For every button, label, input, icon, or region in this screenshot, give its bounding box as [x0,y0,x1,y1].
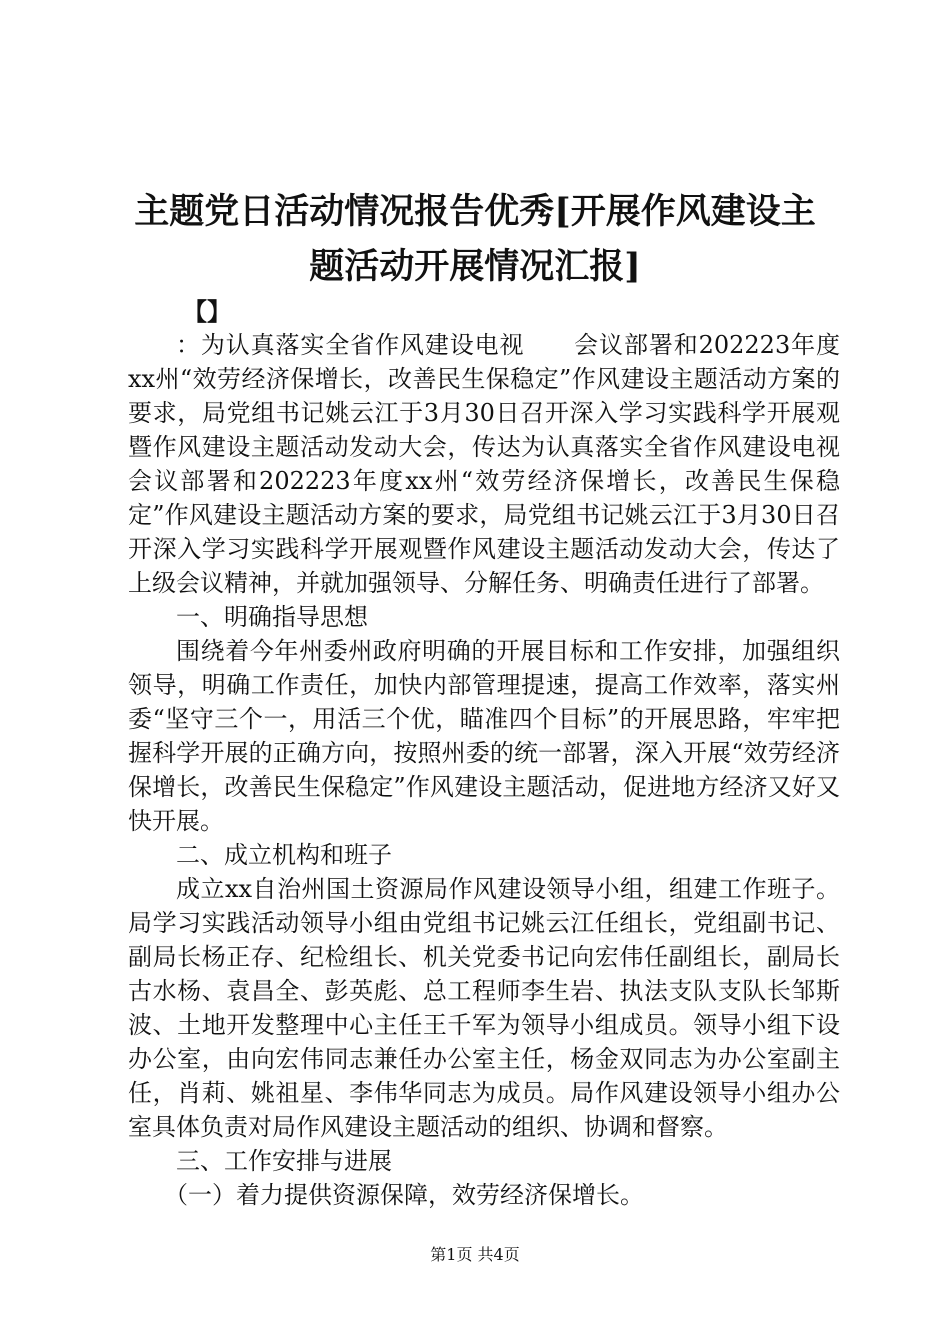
section-paragraph-2: 成立xx自治州国土资源局作风建设领导小组，组建工作班子。局学习实践活动领导小组由党组书记姚云江任组长，党组副书记、副局长杨正存、纪检组长、机关党委书记向宏伟任副组长，副局长古水杨、袁昌全、彭英彪、总工程师李生岩、执法支队支队长邹斯波、土地开发整理中心主任王千军为领导小组成员。领导小组下设办公室，由向宏伟同志兼任办公室主任，杨金双同志为办公室副主任，肖莉、姚祖星、李伟华同志为成员。局作风建设领导小组办公室具体负责对局作风建设主题活动的组织、协调和督察。 [128,875,840,1141]
intro-paragraph: ：为认真落实全省作风建设电视 会议部署和202223年度xx州“效劳经济保增长，改善民生保稳定”作风建设主题活动方案的要求，局党组书记姚云江于3月30日召开深入学习实践科学开展观暨作风建设主题活动发动大会，传达为认真落实全省作风建设电视 会议部署和202223年度xx州“效劳经济保增长，改善民生保稳定”作风建设主题活动方案的要求，局党组书记姚云江于3月30日召开深入学习实践科学开展观暨作风建设主题活动发动大会，传达了上级会议精神，并就加强领导、分解任务、明确责任进行了部署。 [128,331,888,597]
document-title [100,184,850,294]
section-heading-3: 三、工作安排与进展 [176,1147,392,1175]
document-body [128,328,888,1212]
section-heading-1: 一、明确指导思想 [176,603,368,631]
section-heading-2: 二、成立机构和班子 [176,841,392,869]
subsection-heading-1: （一）着力提供资源保障，效劳经济保增长。 [164,1181,644,1209]
page-footer: 第1页 共4页 [430,1245,520,1264]
title-line-1: 主题党日活动情况报告优秀[开展作风建设主 [134,191,816,232]
section-paragraph-1: 围绕着今年州委州政府明确的开展目标和工作安排，加强组织领导，明确工作责任，加快内部管理提速，提高工作效率，落实州委“坚守三个一，用活三个优，瞄准四个目标”的开展思路，牢牢把握科学开展的正确方向，按照州委的统一部署，深入开展“效劳经济保增长，改善民生保稳定”作风建设主题活动，促进地方经济又好又快开展。 [128,637,840,835]
empty-bracket: 【】 [183,297,231,326]
title-line-2: 题活动开展情况汇报] [309,246,641,287]
